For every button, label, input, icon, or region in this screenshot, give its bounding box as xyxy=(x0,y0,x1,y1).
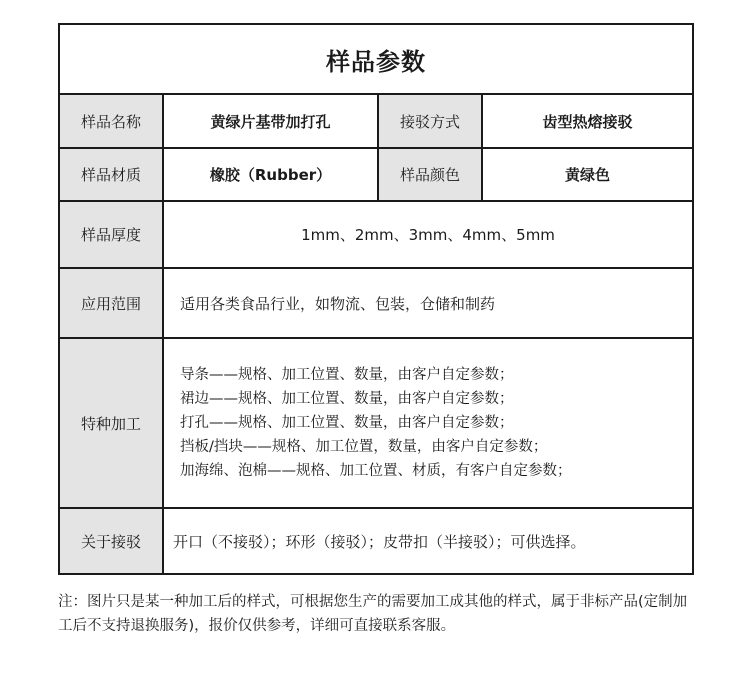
special-line-punch: 打孔——规格、加工位置、数量，由客户自定参数； xyxy=(180,415,514,431)
label-color: 样品颜色 xyxy=(378,148,482,201)
label-special-processing: 特种加工 xyxy=(59,338,163,508)
label-material: 样品材质 xyxy=(59,148,163,201)
value-thickness: 1mm、2mm、3mm、4mm、5mm xyxy=(163,201,693,268)
value-joint-about: 开口（不接驳）；环形（接驳）；皮带扣（半接驳）；可供选择。 xyxy=(163,508,693,574)
label-application: 应用范围 xyxy=(59,268,163,338)
special-line-skirt: 裙边——规格、加工位置、数量，由客户自定参数； xyxy=(180,391,514,407)
label-joint-about: 关于接驳 xyxy=(59,508,163,574)
row-material-color xyxy=(59,148,693,201)
special-line-guide: 导条——规格、加工位置、数量，由客户自定参数； xyxy=(180,367,514,383)
row-thickness xyxy=(59,201,693,268)
special-processing-list xyxy=(163,338,693,508)
value-color: 黄绿色 xyxy=(482,148,693,201)
label-joint-method: 接驳方式 xyxy=(378,94,482,148)
label-sample-name: 样品名称 xyxy=(59,94,163,148)
row-application xyxy=(59,268,693,338)
row-name-joint xyxy=(59,94,693,148)
value-material: 橡胶（Rubber） xyxy=(163,148,378,201)
sample-spec-table xyxy=(58,23,694,575)
row-joint-about xyxy=(59,508,693,574)
title-row xyxy=(59,24,693,94)
table-title: 样品参数 xyxy=(59,24,693,94)
value-joint-method: 齿型热熔接驳 xyxy=(482,94,693,148)
value-sample-name: 黄绿片基带加打孔 xyxy=(163,94,378,148)
special-line-sponge: 加海绵、泡棉——规格、加工位置、材质，有客户自定参数； xyxy=(180,463,572,479)
special-line-baffle: 挡板/挡块——规格、加工位置，数量，由客户自定参数； xyxy=(180,439,548,455)
row-special-processing xyxy=(59,338,693,508)
value-application: 适用各类食品行业，如物流、包装，仓储和制药 xyxy=(163,268,693,338)
label-thickness: 样品厚度 xyxy=(59,201,163,268)
footnote: 注：图片只是某一种加工后的样式，可根据您生产的需要加工成其他的样式，属于非标产品(定制加工后不支持退换服务)，报价仅供参考，详细可直接联系客服。 xyxy=(58,594,688,634)
